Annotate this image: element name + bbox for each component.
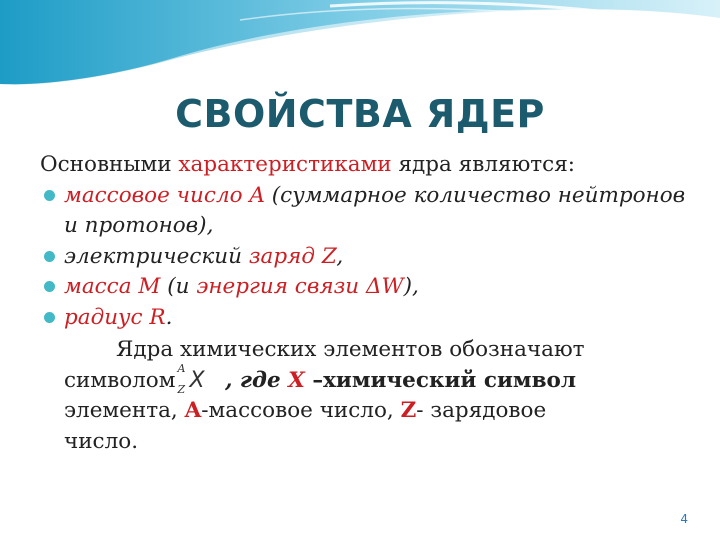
list-item [40, 242, 690, 273]
para-symbol: Z [400, 398, 417, 424]
prop-text: энергия связи ΔW [196, 274, 404, 300]
symbol-charge-number: Z [177, 382, 186, 396]
list-item [40, 272, 690, 303]
para-line [64, 396, 690, 427]
nuclide-symbol [177, 361, 217, 396]
prop-symbol: M [138, 274, 161, 300]
prop-text: , [336, 243, 344, 269]
list-item [40, 181, 690, 242]
para-symbol: A [184, 398, 202, 424]
para-text: элемента, [64, 398, 185, 424]
prop-symbol: A [249, 182, 265, 208]
intro-line [40, 150, 690, 181]
intro-text-1: Основными [40, 152, 179, 177]
para-line: Ядра химических элементов обозначают [116, 337, 585, 363]
prop-text: (суммарное количество нейтронов и протонов), [64, 182, 686, 239]
para-text: –химический символ [304, 367, 577, 393]
prop-text: (и [160, 274, 197, 300]
prop-text: электрический [64, 243, 249, 269]
slide-content [40, 150, 690, 457]
para-symbol: X [288, 367, 305, 393]
intro-text-2: ядра являются: [391, 152, 576, 177]
para-line [64, 361, 690, 397]
properties-list [40, 181, 690, 334]
para-line: число. [64, 428, 139, 454]
bullet-icon [44, 281, 55, 292]
prop-text: массовое число [64, 182, 250, 208]
para-text: , где [217, 367, 289, 393]
list-item [40, 303, 690, 334]
prop-symbol: заряд Z [248, 243, 337, 269]
notation-paragraph [40, 335, 690, 457]
bullet-icon [44, 190, 55, 201]
slide-title: СВОЙСТВА ЯДЕР [175, 92, 545, 136]
intro-text-highlight: характеристиками [178, 152, 392, 177]
symbol-element: X [189, 367, 205, 393]
bullet-icon [44, 251, 55, 262]
prop-text: масса [64, 274, 139, 300]
prop-text: . [165, 304, 173, 330]
symbol-mass-number: A [177, 361, 186, 375]
para-text: символом [64, 367, 176, 393]
page-number: 4 [680, 512, 688, 526]
para-text: - зарядовое [416, 398, 547, 424]
para-text: -массовое число, [201, 398, 401, 424]
prop-symbol: радиус R [64, 304, 166, 330]
prop-text: ), [403, 274, 419, 300]
bullet-icon [44, 312, 55, 323]
